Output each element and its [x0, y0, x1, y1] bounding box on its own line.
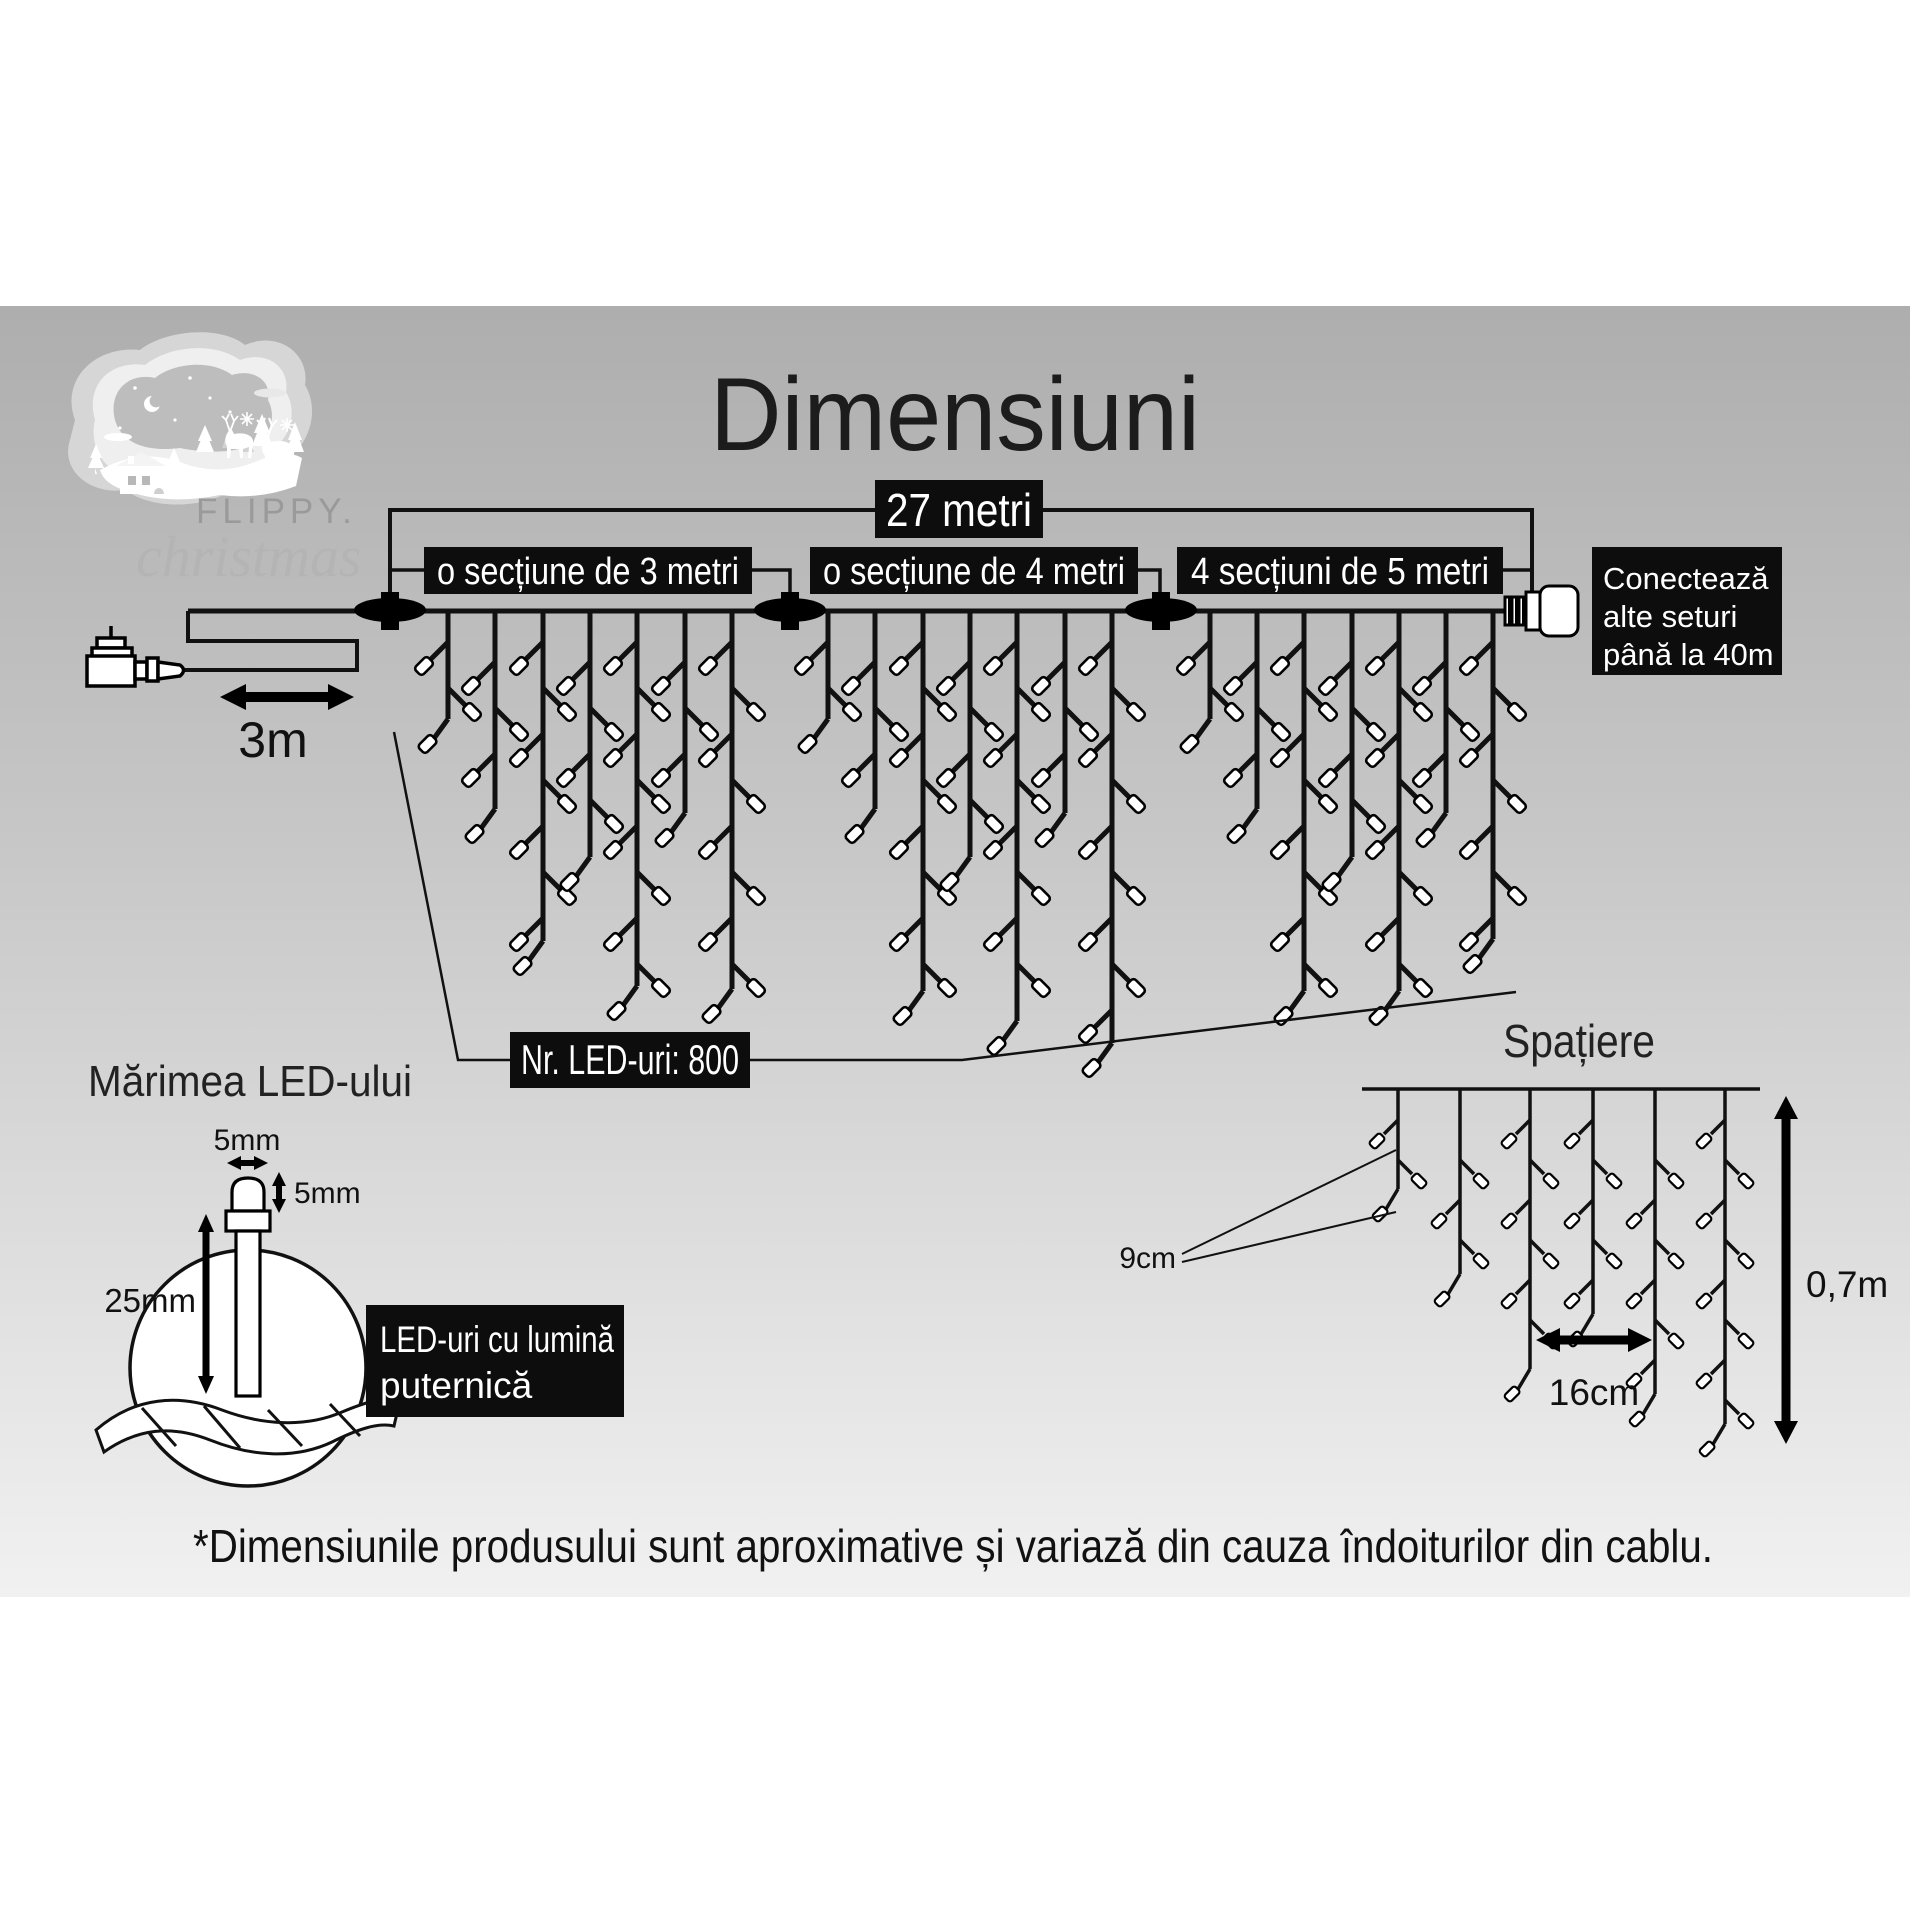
led-dome	[232, 1178, 264, 1211]
moon-crescent-cut	[150, 395, 163, 408]
led-count-label: Nr. LED-uri: 800	[521, 1036, 739, 1083]
led-collar	[226, 1211, 270, 1231]
junction-stub	[781, 592, 799, 630]
spacing-title: Spațiere	[1503, 1015, 1655, 1067]
section1-label: o secțiune de 3 metri	[437, 551, 739, 593]
snowflake-icon	[240, 412, 254, 426]
plug-step1	[135, 662, 147, 679]
led-note-line1: LED-uri cu lumină	[380, 1319, 615, 1360]
connect-note-line3: până la 40m	[1603, 637, 1774, 672]
connect-note-line2: alte seturi	[1603, 599, 1738, 634]
connector-mid	[1526, 592, 1540, 630]
logo-script-text: christmas	[136, 524, 362, 589]
led-height-label: 5mm	[294, 1177, 361, 1210]
page-title: Dimensiuni	[710, 357, 1200, 473]
lead-length-label: 3m	[238, 712, 308, 768]
section2-label: o secțiune de 4 metri	[823, 551, 1125, 593]
logo-brand-text: FLIPPY.	[196, 492, 357, 531]
connector-rib	[1519, 597, 1524, 625]
plug-nozzle	[158, 662, 184, 679]
led-size-title: Mărimea LED-ului	[88, 1057, 412, 1106]
led-note-line2: puternică	[380, 1365, 533, 1406]
plug-body	[87, 656, 135, 686]
section3-label: 4 secțiuni de 5 metri	[1191, 551, 1489, 593]
connector-rib	[1505, 597, 1510, 625]
drop-gap-label: 16cm	[1548, 1372, 1640, 1413]
connect-note-line1: Conectează	[1603, 561, 1769, 596]
junction-stub	[381, 592, 399, 630]
snowflake-icon	[280, 418, 294, 432]
footnote: *Dimensiunile produsului sunt aproximative și variază din cauza îndoiturilor din cablu.	[193, 1520, 1713, 1572]
cloud-icon	[104, 433, 132, 441]
connector-rib	[1512, 597, 1517, 625]
total-length-label: 27 metri	[886, 484, 1032, 536]
led-width-label: 5mm	[213, 1124, 281, 1157]
led-length-label: 25mm	[104, 1282, 196, 1319]
junction-stub	[1152, 592, 1170, 630]
cloud-icon	[254, 389, 286, 398]
drop-height-label: 0,7m	[1806, 1264, 1889, 1305]
led-body	[236, 1231, 260, 1396]
connector-head	[1540, 586, 1578, 636]
led-gap-label: 9cm	[1119, 1242, 1176, 1275]
